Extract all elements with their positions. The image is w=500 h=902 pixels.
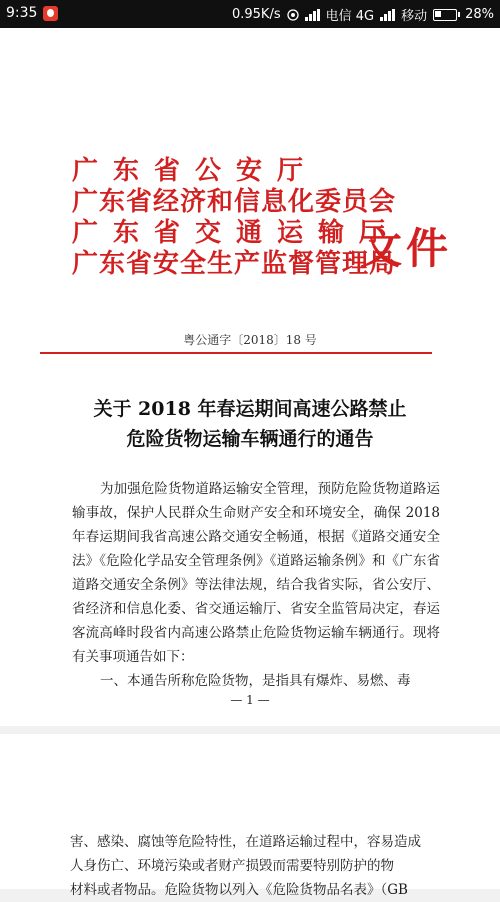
status-bar: [0, 0, 500, 28]
paragraph-line: 材料或者物品。危险货物以列入《危险货物品名表》（GB: [70, 882, 408, 898]
document-title: 危险货物运输车辆通行的通告: [126, 428, 374, 450]
network-speed: 0.95K/s: [231, 7, 281, 22]
red-divider: [40, 352, 432, 354]
document-body: [70, 830, 442, 902]
status-bar-right: [232, 5, 494, 24]
battery-percent: 28%: [465, 7, 494, 22]
page-number: — 1 —: [0, 693, 500, 707]
signal-icon-2: [380, 9, 395, 21]
agency-header: [72, 156, 400, 280]
document-title: 关于 2018 年春运期间高速公路禁止: [93, 398, 407, 420]
carrier-2: 移动: [401, 9, 428, 24]
status-bar-left: [6, 5, 58, 21]
notification-app-icon: [43, 6, 58, 21]
agency-name: 广东省交通运输厅: [72, 218, 401, 248]
paragraph: 为加强危险货物道路运输安全管理，预防危险货物道路运输事故，保护人民群众生命财产安全和环境安全，确保 2018 年春运期间我省高速公路交通安全畅通，根据《道路交通安全法》《危险化学品安全管理条例》《道路运输条例》和《广东省道路交通安全条例》等法律法规，结合我省实际，省公安厅、省经济和信息化委、省交通运输厅、省安全监管局决定，春运客流高峰时段省内高速公路禁止危险货物运输车辆通行。现将有关事项通告如下：: [72, 481, 440, 665]
agency-name: 广东省公安厅: [72, 156, 319, 186]
carrier-1: 电信 4G: [325, 9, 375, 24]
document-page-2[interactable]: [0, 734, 500, 898]
document-label: 文件: [360, 224, 453, 273]
status-time: 9:35: [6, 5, 38, 21]
battery-icon: [433, 9, 457, 21]
paragraph-line: 害、感染、腐蚀等危险特性，在道路运输过程中，容易造成: [70, 834, 421, 850]
hotspot-icon: [287, 9, 299, 21]
document-number: 粤公通字〔2018〕18 号: [183, 333, 317, 347]
document-page-1[interactable]: [0, 28, 500, 726]
agency-name: 广东省安全生产监督管理局: [72, 249, 397, 279]
agency-name: 广东省经济和信息化委员会: [72, 187, 397, 217]
paragraph: 一、本通告所称危险货物，是指具有爆炸、易燃、毒: [100, 673, 411, 689]
paragraph-line: 人身伤亡、环境污染或者财产损毁而需要特别防护的物: [70, 858, 394, 874]
signal-icon-1: [305, 9, 320, 21]
document-body: [72, 477, 440, 693]
